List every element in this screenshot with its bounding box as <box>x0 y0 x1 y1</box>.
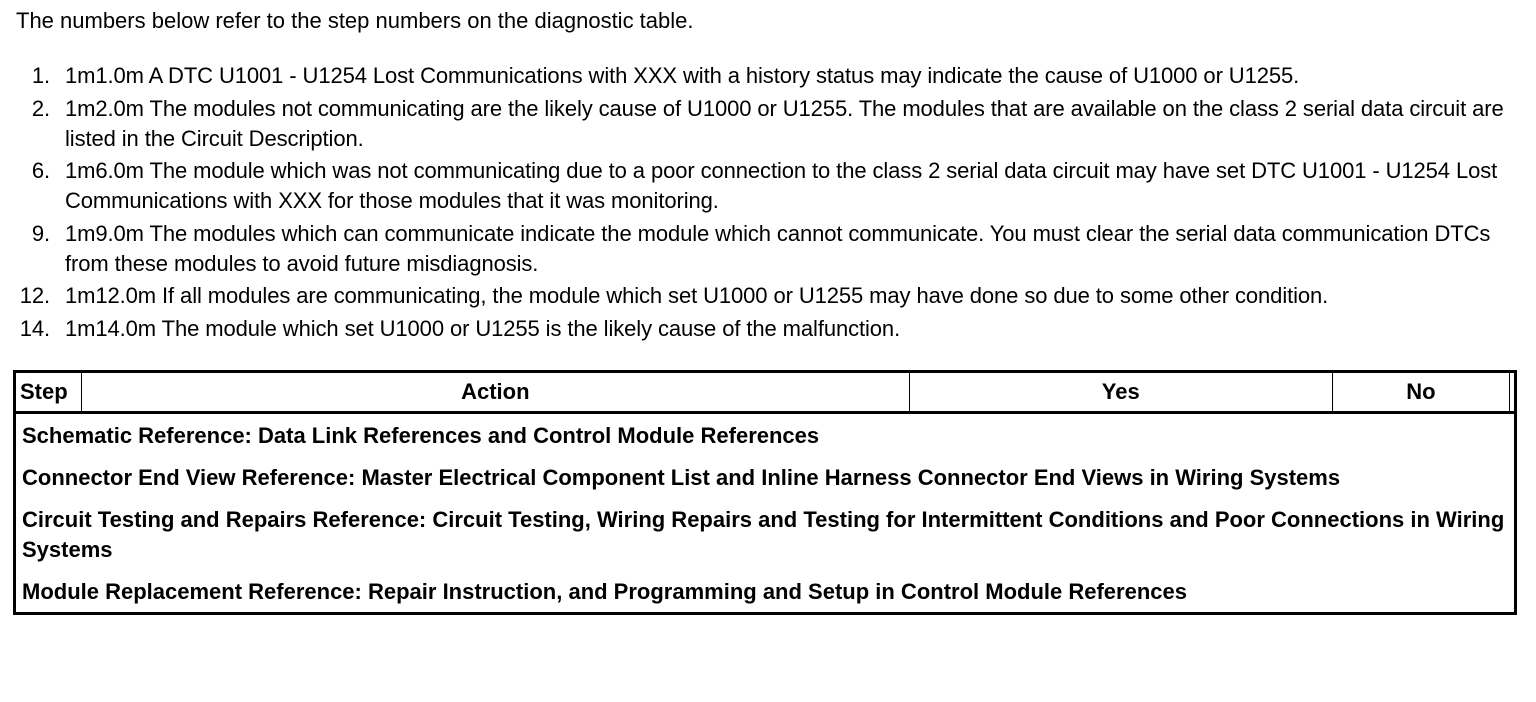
step-note <box>0 219 1530 279</box>
table-row <box>15 456 1516 498</box>
step-note-text: 1m9.0m The modules which can communicate indicate the module which cannot communicate. You must clear the serial data communication DTCs from these modules to avoid future misdiagnosis. <box>65 220 1491 276</box>
header-no: No <box>1332 372 1509 413</box>
intro-text: The numbers below refer to the step numbers on the diagnostic table. <box>16 8 694 33</box>
step-note-number: 9. <box>31 220 50 246</box>
diagnostic-table <box>13 370 1517 615</box>
table-header-row <box>15 372 1516 413</box>
step-note <box>0 314 1530 344</box>
step-note-text: 1m2.0m The modules not communicating are the likely cause of U1000 or U1255. The modules that are available on the class 2 serial data circuit are listed in the Circuit Description. <box>65 95 1504 151</box>
header-yes: Yes <box>909 372 1332 413</box>
step-note-text: 1m1.0m A DTC U1001 - U1254 Lost Communications with XXX with a history status may indicate the cause of U1000 or U1255. <box>65 63 1300 88</box>
step-note-number: 14. <box>19 315 50 341</box>
step-note <box>0 94 1530 154</box>
step-note <box>0 156 1530 216</box>
step-note-number: 12. <box>19 283 50 308</box>
step-note-number: 1. <box>31 63 50 88</box>
table-row <box>15 413 1516 457</box>
table-row <box>15 498 1516 570</box>
step-note <box>0 281 1530 311</box>
schematic-reference: Schematic Reference: Data Link References and Control Module References <box>22 423 820 448</box>
step-note-text: 1m6.0m The module which was not communicating due to a poor connection to the class 2 serial data circuit may have set DTC U1001 - U1254 Lost Communications with XXX for those modules that it was monitoring. <box>65 158 1498 213</box>
step-note-text: 1m14.0m The module which set U1000 or U1255 is the likely cause of the malfunction. <box>65 315 901 341</box>
step-note <box>0 61 1530 91</box>
connector-end-view-reference: Connector End View Reference: Master Electrical Component List and Inline Harness Connector End Views in Wiring Systems <box>22 465 1341 490</box>
step-notes-list <box>0 61 1530 346</box>
module-replacement-reference: Module Replacement Reference: Repair Instruction, and Programming and Setup in Control Module References <box>22 579 1187 604</box>
step-note-number: 6. <box>31 158 50 183</box>
step-note-number: 2. <box>31 95 50 121</box>
header-step: Step <box>15 372 82 413</box>
step-note-text: 1m12.0m If all modules are communicating, the module which set U1000 or U1255 may have done so due to some other condition. <box>65 283 1329 308</box>
header-action: Action <box>82 372 910 413</box>
table-row <box>15 570 1516 614</box>
header-spacer <box>1509 372 1515 413</box>
circuit-testing-reference: Circuit Testing and Repairs Reference: Circuit Testing, Wiring Repairs and Testing for Intermittent Conditions and Poor Connections in Wiring Systems <box>22 507 1505 562</box>
